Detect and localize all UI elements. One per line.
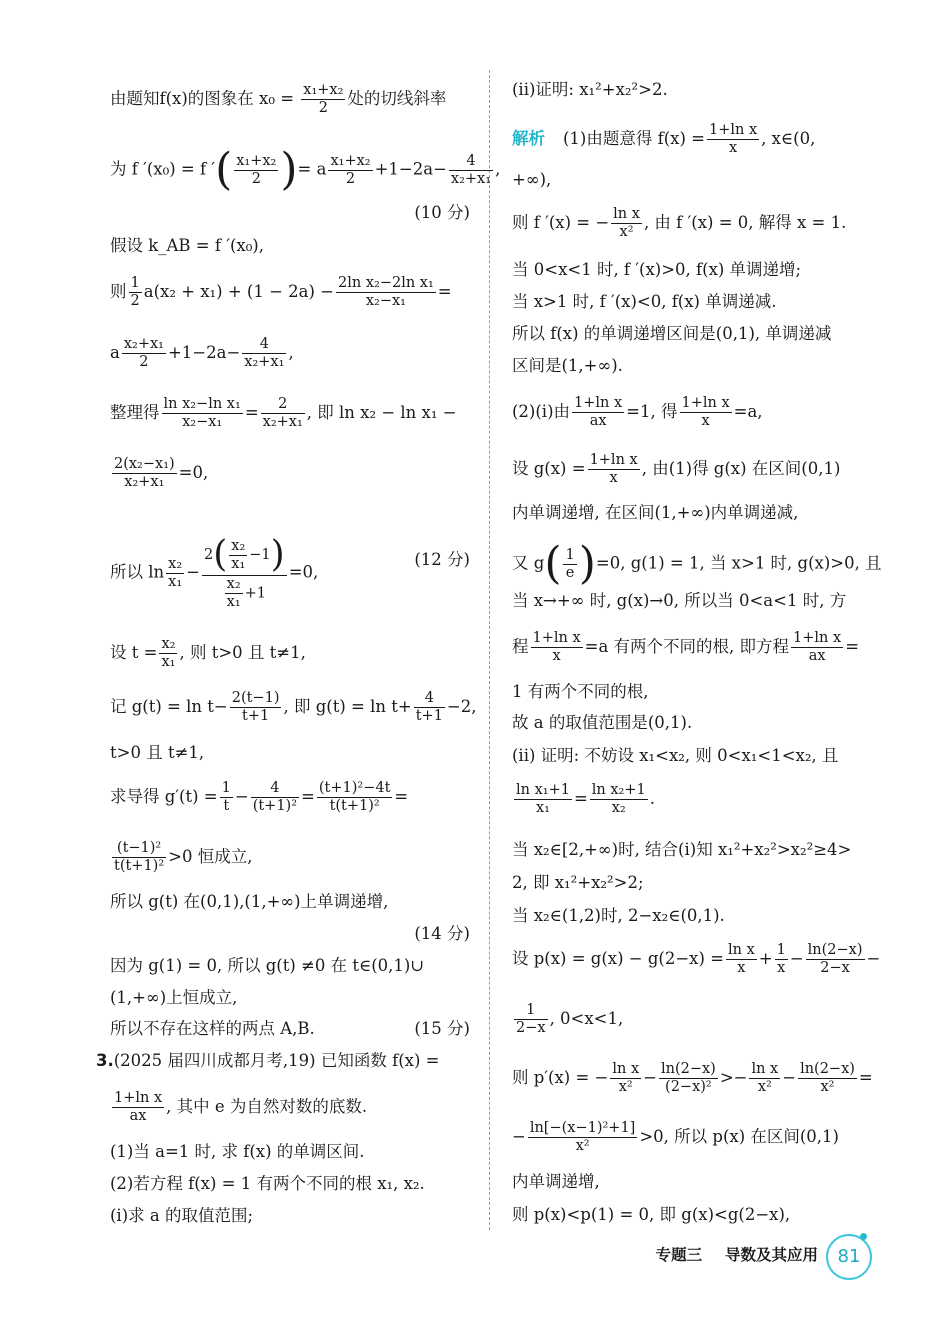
numerator: (t−1)² [116, 840, 162, 856]
text-line: (1,+∞)上恒成立, [110, 988, 238, 1007]
denominator: t [220, 797, 233, 815]
fraction [225, 576, 243, 611]
text: 由题知f(x)的图象在 x₀ = [110, 89, 300, 108]
denominator: 2 [130, 293, 140, 309]
fraction [336, 275, 436, 310]
text: − [782, 1068, 797, 1087]
text-line [512, 630, 859, 665]
text-line [512, 942, 880, 977]
text: , 0<x<1, [549, 1009, 624, 1028]
text-line: +∞), [512, 170, 552, 189]
numerator: ln(2−x) [800, 1061, 855, 1077]
text: 整理得 [110, 403, 160, 422]
fraction [122, 336, 166, 371]
fraction [806, 942, 865, 977]
numerator: ln x [728, 942, 755, 958]
text: −1 [249, 547, 271, 563]
denominator [202, 575, 287, 611]
text: , 由(1)得 g(x) 在区间(0,1) [641, 459, 841, 478]
text-line [110, 456, 208, 491]
column-divider [489, 70, 490, 1230]
denominator: x₂+x₁ [112, 473, 177, 491]
denominator: x₁ [231, 555, 246, 572]
numerator: 1 [221, 780, 231, 796]
text: = [573, 789, 588, 808]
text: >0 恒成立, [168, 847, 253, 866]
numerator: 4 [270, 780, 280, 796]
denominator: 2 [301, 99, 345, 117]
fraction [611, 206, 642, 241]
text: 设 t = [110, 643, 158, 662]
page-footer [656, 1243, 818, 1265]
denominator: x₁ [514, 799, 572, 817]
numerator: 1+ln x [793, 630, 842, 646]
text-line: 区间是(1,+∞). [512, 356, 623, 375]
numerator: 1+ln x [114, 1090, 163, 1106]
paren-close: ) [280, 144, 298, 195]
denominator: x₂+x₁ [450, 170, 492, 187]
fraction [775, 942, 788, 977]
fraction [588, 452, 640, 487]
denominator: x₁ [161, 654, 176, 670]
text: 则 p′(x) = − [512, 1068, 609, 1087]
text: =a, [733, 402, 763, 421]
text: +1 [244, 585, 267, 602]
denominator: t(t+1)² [317, 797, 393, 815]
text: 处的切线斜率 [347, 89, 447, 108]
fraction [112, 1090, 164, 1125]
text-line [512, 1061, 873, 1096]
denominator: x₁ [168, 573, 183, 590]
text: = [244, 403, 259, 422]
fraction [449, 153, 493, 188]
text-line: 当 x₂∈(1,2)时, 2−x₂∈(0,1). [512, 906, 725, 925]
denominator: x² [610, 1078, 641, 1096]
fraction [659, 1061, 718, 1096]
text: , [288, 343, 294, 362]
numerator: 4 [424, 690, 434, 706]
numerator: ln(2−x) [660, 1061, 716, 1077]
denominator: ax [112, 1107, 164, 1125]
text: , [495, 159, 501, 179]
text-line [110, 636, 306, 671]
paren-close: ) [578, 538, 596, 589]
text-line [110, 780, 408, 815]
fraction [112, 840, 166, 875]
page-number-badge: 81 [826, 1234, 872, 1280]
numerator: 1 [776, 942, 786, 958]
text: >0, 所以 p(x) 在区间(0,1) [639, 1127, 839, 1146]
numerator: 1+ln x [574, 395, 623, 411]
fraction [166, 556, 184, 591]
text-line: 当 x>1 时, f ′(x)<0, f(x) 单调递减. [512, 292, 777, 311]
text: = [437, 282, 452, 301]
text: 则 f ′(x) = − [512, 213, 610, 232]
text-line: 内单调递增, 在区间(1,+∞)内单调递减, [512, 503, 799, 522]
fraction [251, 780, 299, 815]
denominator: ax [572, 412, 624, 430]
analysis-label: 解析 [512, 129, 545, 148]
compound-fraction [202, 535, 287, 611]
text: − [234, 787, 249, 806]
numerator: ln x [612, 1061, 640, 1077]
fraction [572, 395, 624, 430]
text-line: 所以不存在这样的两点 A,B. [110, 1019, 315, 1038]
text-line [512, 782, 655, 817]
fraction [707, 122, 759, 157]
denominator: x [707, 139, 759, 157]
text: 2 [203, 547, 214, 563]
numerator: 1+ln x [589, 452, 638, 468]
denominator: x [588, 469, 640, 487]
question-line [96, 1051, 439, 1071]
fraction [220, 780, 233, 815]
score-label: (15 分) [414, 1019, 470, 1038]
fraction [680, 395, 732, 430]
text-line [110, 690, 477, 725]
fraction [261, 396, 305, 431]
text-line [110, 144, 501, 195]
denominator: x₂ [590, 799, 648, 817]
text: − [643, 1068, 657, 1087]
text-line [512, 1120, 839, 1155]
denominator: x₂−x₁ [336, 292, 436, 310]
text: = a [297, 159, 327, 179]
denominator: x [775, 959, 788, 977]
text: − [789, 949, 804, 968]
numerator: 1 [130, 275, 140, 291]
numerator: 2(t−1) [231, 690, 280, 706]
numerator: x₁+x₂ [303, 82, 344, 98]
fraction [129, 275, 142, 310]
fraction [590, 782, 648, 817]
denominator: x [680, 412, 732, 430]
text: + [758, 949, 773, 968]
score-label: (10 分) [414, 203, 470, 222]
fraction [317, 780, 393, 815]
text: = [301, 787, 315, 806]
text: −2, [446, 697, 477, 716]
fraction [726, 942, 757, 977]
text-line: 故 a 的取值范围是(0,1). [512, 713, 693, 732]
text-line [512, 1002, 623, 1037]
fraction [531, 630, 583, 665]
denominator: x₂+x₁ [244, 354, 285, 370]
numerator: x₂ [161, 636, 176, 652]
paren-open: ( [544, 538, 562, 589]
fraction [749, 1061, 780, 1096]
text: , 其中 e 为自然对数的底数. [166, 1097, 368, 1116]
denominator: x [726, 959, 757, 977]
text: , x∈(0, [761, 129, 816, 148]
score-label: (14 分) [414, 924, 470, 943]
paren-close: ) [270, 534, 285, 575]
fraction [229, 538, 247, 573]
text-line [110, 1090, 367, 1125]
text-line [110, 336, 294, 371]
chapter-title: 导数及其应用 [724, 1246, 818, 1264]
numerator: x₂ [226, 576, 241, 592]
fraction [112, 456, 177, 491]
fraction [528, 1120, 638, 1155]
denominator: x² [749, 1078, 780, 1096]
denominator: x [531, 647, 583, 665]
denominator: t+1 [230, 707, 282, 725]
text-line: 假设 k_AB = f ′(x₀), [110, 236, 264, 255]
text: 所以 ln [110, 562, 165, 582]
text-line: (i)求 a 的取值范围; [110, 1206, 254, 1225]
text-line: (ii) 证明: 不妨设 x₁<x₂, 则 0<x₁<1<x₂, 且 [512, 746, 839, 765]
fraction [791, 630, 843, 665]
fraction [414, 690, 445, 725]
text-line [512, 538, 882, 589]
numerator: ln x [751, 1061, 779, 1077]
badge-dot [860, 1233, 867, 1240]
text-line: (1)当 a=1 时, 求 f(x) 的单调区间. [110, 1142, 365, 1161]
numerator [202, 535, 287, 575]
section-label: 专题三 [655, 1246, 703, 1264]
numerator: ln x₁+1 [516, 782, 570, 798]
text-line: 1 有两个不同的根, [512, 682, 649, 701]
text: − [512, 1127, 526, 1146]
text: >− [719, 1068, 748, 1087]
text: 又 g [512, 553, 545, 573]
numerator: 1 [565, 546, 575, 563]
text-line: 内单调递增, [512, 1172, 600, 1191]
denominator: x² [611, 223, 642, 241]
text: =0, [288, 562, 319, 582]
fraction [514, 782, 572, 817]
text: (2)(i)由 [512, 402, 571, 421]
fraction [798, 1061, 857, 1096]
text: 为 f ′(x₀) = f ′ [110, 159, 216, 179]
denominator: x₂−x₁ [162, 413, 243, 431]
text-line [110, 82, 446, 117]
denominator: x² [528, 1137, 638, 1155]
text: − [186, 562, 200, 582]
fraction [234, 153, 278, 188]
numerator: ln[−(x−1)²+1] [529, 1120, 636, 1136]
text: 设 g(x) = [512, 459, 586, 478]
fraction [563, 547, 576, 582]
numerator: ln(2−x) [807, 942, 863, 958]
text: =1, 得 [626, 402, 678, 421]
denominator: 2 [234, 170, 278, 188]
denominator: (t+1)² [252, 798, 298, 814]
text-line [110, 275, 452, 310]
text-line [512, 206, 846, 241]
text: (2025 届四川成都月考,19) 已知函数 f(x) = [113, 1051, 440, 1070]
fraction [230, 690, 282, 725]
text: (1)由题意得 f(x) = [563, 129, 705, 148]
text-line: t>0 且 t≠1, [110, 743, 205, 762]
text: =0, g(1) = 1, 当 x>1 时, g(x)>0, 且 [595, 553, 882, 573]
numerator: x₂ [168, 555, 183, 572]
numerator: 1 [526, 1002, 536, 1018]
text: 则 [110, 282, 127, 301]
denominator: 2−x [806, 959, 865, 977]
numerator: x₂+x₁ [123, 336, 164, 352]
numerator: ln x [613, 206, 640, 222]
numerator: (t+1)²−4t [318, 780, 391, 796]
text-line: 2, 即 x₁²+x₂²>2; [512, 873, 644, 892]
paren-open: ( [215, 144, 233, 195]
text: , 由 f ′(x) = 0, 解得 x = 1. [643, 213, 847, 232]
fraction [610, 1061, 641, 1096]
numerator: 2 [278, 396, 288, 412]
fraction [162, 396, 243, 431]
text: = [845, 637, 860, 656]
text: 设 p(x) = g(x) − g(2−x) = [512, 949, 724, 968]
denominator: ax [791, 647, 843, 665]
numerator: 2(x₂−x₁) [114, 456, 175, 472]
numerator: x₁+x₂ [236, 152, 277, 169]
numerator: ln x₂−ln x₁ [163, 396, 241, 412]
text: 程 [512, 637, 529, 656]
text: 求导得 g′(t) = [110, 787, 218, 806]
text: , 即 g(t) = ln t+ [283, 697, 412, 716]
text: =0, [178, 463, 209, 482]
numerator: 1+ln x [532, 630, 581, 646]
question-number: 3. [96, 1051, 114, 1070]
fraction [159, 636, 177, 671]
text-line: 当 x→+∞ 时, g(x)→0, 所以当 0<a<1 时, 方 [512, 591, 847, 610]
denominator: t+1 [415, 708, 443, 724]
text: = [394, 787, 409, 806]
denominator: x₂+x₁ [262, 414, 303, 430]
text-line: (ii)证明: x₁²+x₂²>2. [512, 80, 668, 99]
text: a(x₂ + x₁) + (1 − 2a) − [143, 282, 335, 301]
numerator: 2ln x₂−2ln x₁ [338, 275, 434, 291]
denominator: (2−x)² [659, 1078, 718, 1096]
text: +1−2a− [374, 159, 447, 179]
denominator: e [563, 564, 576, 582]
numerator: x₂ [231, 537, 246, 554]
fraction [328, 153, 372, 188]
fraction [514, 1002, 548, 1037]
denominator: 2 [122, 353, 166, 371]
text: = [858, 1068, 873, 1087]
fraction [301, 82, 345, 117]
numerator: 1+ln x [681, 395, 730, 411]
text-line: 则 p(x)<p(1) = 0, 即 g(x)<g(2−x), [512, 1205, 791, 1224]
text-line: 所以 g(t) 在(0,1),(1,+∞)上单调递增, [110, 892, 389, 911]
text: , 则 t>0 且 t≠1, [179, 643, 306, 662]
text: − [866, 949, 881, 968]
numerator: ln x₂+1 [591, 782, 646, 798]
text-line [512, 452, 840, 487]
text: . [649, 789, 655, 808]
text-line [110, 396, 457, 431]
fraction [242, 336, 286, 371]
denominator: t(t+1)² [114, 858, 165, 874]
text: =a 有两个不同的根, 即方程 [584, 637, 790, 656]
denominator: x² [798, 1078, 857, 1096]
text-line [110, 535, 318, 611]
text-line: 当 x₂∈[2,+∞)时, 结合(i)知 x₁²+x₂²>x₂²≥4> [512, 840, 852, 859]
text: +1−2a− [167, 343, 241, 362]
paren-open: ( [213, 534, 228, 575]
text-line [110, 840, 252, 875]
score-label: (12 分) [414, 550, 470, 569]
text: a [110, 343, 120, 362]
text-line: 因为 g(1) = 0, 所以 g(t) ≠0 在 t∈(0,1)∪ [110, 956, 425, 975]
numerator: x₁+x₂ [330, 152, 371, 169]
text: , 即 ln x₂ − ln x₁ − [306, 403, 457, 422]
denominator: 2−x [516, 1020, 546, 1036]
text-line [512, 395, 763, 430]
numerator: 4 [466, 152, 476, 169]
text: 记 g(t) = ln t− [110, 697, 228, 716]
text-line: (2)若方程 f(x) = 1 有两个不同的根 x₁, x₂. [110, 1174, 425, 1193]
text-line [512, 122, 815, 157]
denominator: 2 [328, 170, 372, 188]
numerator: 1+ln x [708, 122, 758, 138]
denominator: x₁ [226, 594, 241, 610]
text-line: 所以 f(x) 的单调递增区间是(0,1), 单调递减 [512, 324, 832, 343]
numerator: 4 [259, 336, 269, 352]
text-line: 当 0<x<1 时, f ′(x)>0, f(x) 单调递增; [512, 260, 802, 279]
